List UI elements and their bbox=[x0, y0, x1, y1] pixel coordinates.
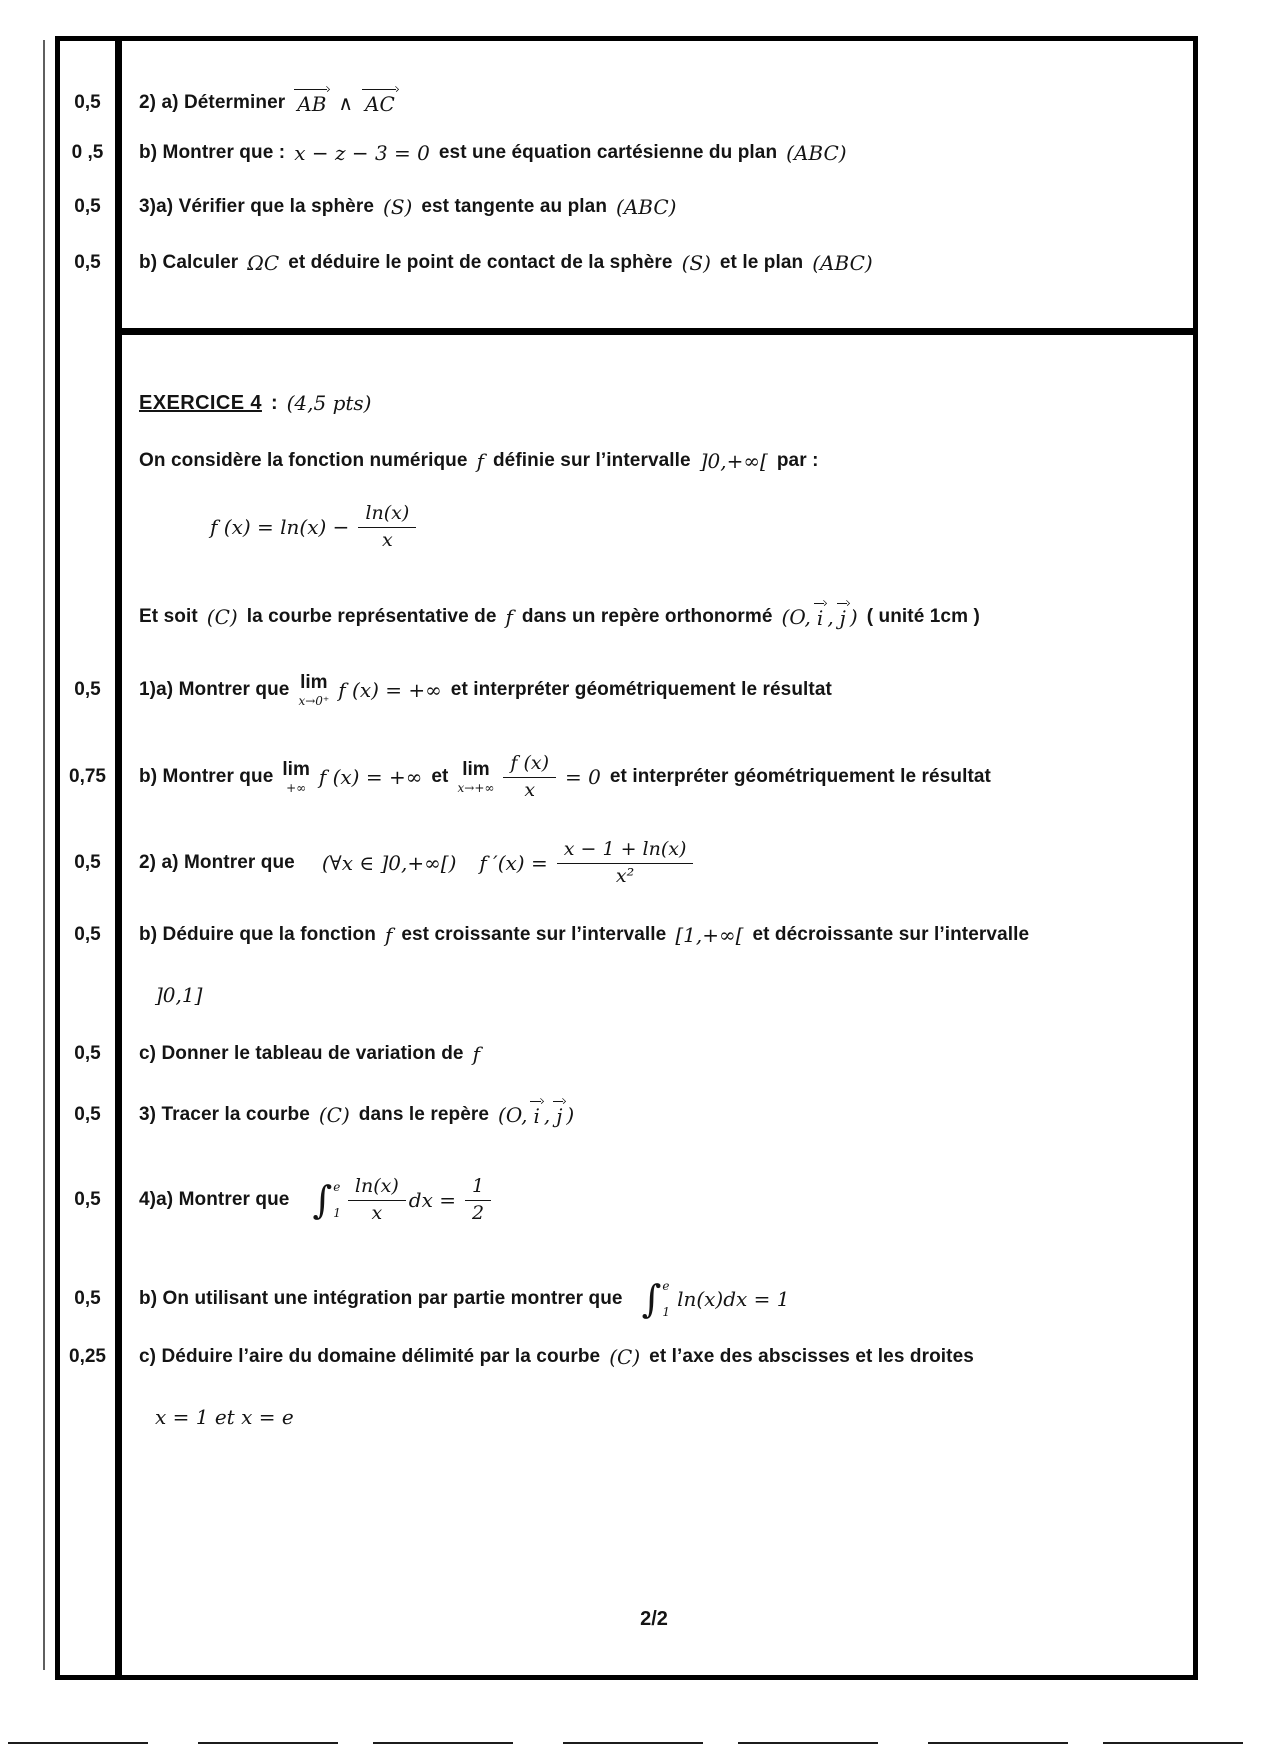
math-expr: (ABC) bbox=[616, 195, 677, 219]
vector-ab: AB bbox=[294, 89, 329, 116]
frame-close: ) bbox=[849, 604, 858, 629]
exercise4-title: EXERCICE 4 bbox=[139, 391, 262, 414]
question-content bbox=[139, 89, 398, 116]
scan-edge-artifact bbox=[43, 40, 45, 1670]
question-row-ex3-3a bbox=[60, 195, 1179, 219]
question-content bbox=[139, 1279, 790, 1319]
question-row-2a bbox=[60, 839, 1179, 888]
math-expr: f bbox=[476, 449, 484, 473]
fraction bbox=[557, 839, 694, 888]
question-row-ex3-2b bbox=[60, 141, 1179, 165]
curve-text: dans un repère orthonormé bbox=[521, 605, 773, 627]
question-row-4c-cont bbox=[60, 1405, 1179, 1429]
question-text: b) Montrer que bbox=[139, 766, 274, 788]
question-text: est une équation cartésienne du plan bbox=[438, 142, 778, 163]
question-text: 3)a) Vérifier que la sphère bbox=[139, 196, 375, 217]
section-divider bbox=[115, 328, 1193, 335]
question-text: et interpréter géométriquement le résultat bbox=[609, 766, 991, 788]
points-badge: 0,5 bbox=[74, 852, 101, 874]
math-expr: ]0,+∞[ bbox=[699, 449, 768, 473]
function-definition-formula bbox=[60, 503, 1179, 552]
question-content bbox=[139, 1176, 491, 1225]
fraction-numerator: f (x) bbox=[503, 753, 556, 778]
limit-subscript: +∞ bbox=[286, 781, 307, 796]
frame-open: (O, bbox=[781, 604, 811, 629]
integral-lower-bound: 1 bbox=[662, 1305, 671, 1319]
math-expr: (S) bbox=[681, 251, 711, 275]
math-expr: ]0,1] bbox=[155, 983, 203, 1007]
intro-text: par : bbox=[776, 450, 819, 471]
frame-comma: , bbox=[543, 1102, 551, 1127]
fraction-denominator: x bbox=[371, 1201, 383, 1224]
points-badge: 0,25 bbox=[69, 1346, 106, 1367]
exercise4-colon: : bbox=[270, 391, 278, 414]
intro-text: On considère la fonction numérique bbox=[139, 450, 468, 471]
points-badge: 0,5 bbox=[74, 679, 101, 700]
intro-content bbox=[139, 449, 819, 473]
frame-close: ) bbox=[566, 1102, 575, 1127]
question-text: 1)a) Montrer que bbox=[139, 679, 290, 700]
math-expr: (ABC) bbox=[812, 251, 873, 275]
question-text: 2) a) Déterminer bbox=[139, 91, 286, 113]
question-content bbox=[139, 753, 991, 802]
fraction-denominator: x bbox=[381, 528, 393, 551]
frame-comma: , bbox=[827, 604, 834, 629]
limit-word: lim bbox=[300, 672, 328, 693]
limit-expression bbox=[458, 760, 495, 794]
question-content bbox=[139, 141, 847, 165]
points-badge: 0,5 bbox=[74, 1103, 101, 1125]
points-badge: 0,5 bbox=[74, 252, 101, 273]
integral-bounds bbox=[333, 1180, 341, 1220]
fraction bbox=[358, 503, 416, 552]
points-badge: 0,5 bbox=[74, 1043, 101, 1064]
scan-bottom-artifact bbox=[8, 1742, 1268, 1744]
math-expr: (ABC) bbox=[786, 141, 847, 165]
question-content bbox=[155, 983, 202, 1007]
header-content bbox=[139, 391, 371, 415]
math-expr: f ′(x) = bbox=[479, 851, 548, 876]
math-expr: ln(x)dx = 1 bbox=[677, 1287, 790, 1311]
question-row-ex3-2a bbox=[60, 89, 1179, 116]
vector-ac: AC bbox=[362, 89, 398, 116]
question-content bbox=[139, 923, 1029, 947]
question-text: est tangente au plan bbox=[421, 196, 608, 217]
question-row-4b bbox=[60, 1279, 1179, 1319]
math-expr: [1,+∞[ bbox=[675, 923, 744, 947]
question-row-2b-cont bbox=[60, 983, 1179, 1007]
question-row-1b bbox=[60, 753, 1179, 802]
points-badge: 0,75 bbox=[69, 766, 106, 788]
intro-text: définie sur l’intervalle bbox=[492, 450, 691, 471]
points-badge: 0,5 bbox=[74, 924, 101, 945]
curve-content bbox=[139, 603, 980, 630]
limit-subscript: x→0⁺ bbox=[298, 694, 330, 708]
question-text: et déduire le point de contact de la sphère bbox=[288, 252, 673, 273]
question-row-3 bbox=[60, 1101, 1179, 1128]
question-row-4c bbox=[60, 1345, 1179, 1369]
question-text: est croissante sur l’intervalle bbox=[401, 924, 667, 945]
math-expr: f bbox=[384, 923, 393, 947]
page-frame bbox=[55, 36, 1198, 1680]
exercise4-header bbox=[60, 391, 1179, 415]
math-expr: f (x) = +∞ bbox=[338, 678, 442, 702]
frame-open: (O, bbox=[498, 1102, 528, 1127]
formula-lhs: f (x) = ln(x) − bbox=[210, 515, 350, 540]
fraction-denominator: x bbox=[524, 778, 536, 801]
fraction-denominator: x² bbox=[615, 864, 635, 887]
points-badge: 0,5 bbox=[74, 196, 101, 217]
points-badge: 0,5 bbox=[74, 1189, 101, 1211]
math-expr: f bbox=[505, 604, 513, 629]
formula-content bbox=[210, 503, 416, 552]
fraction-numerator: x − 1 + ln(x) bbox=[557, 839, 694, 864]
vector-j: j bbox=[553, 1101, 565, 1128]
fraction-numerator: 1 bbox=[465, 1176, 491, 1201]
question-text: b) On utilisant une intégration par partie montrer que bbox=[139, 1288, 623, 1309]
limit-subscript: x→+∞ bbox=[457, 781, 495, 796]
question-text: et l’axe des abscisses et les droites bbox=[649, 1346, 974, 1367]
integral-sign: ∫ bbox=[312, 1178, 333, 1223]
question-content bbox=[139, 1345, 974, 1369]
page-number: 2/2 bbox=[640, 1608, 668, 1630]
math-expr: x − z − 3 = 0 bbox=[294, 141, 430, 165]
fraction-numerator: ln(x) bbox=[348, 1176, 406, 1201]
fraction bbox=[348, 1176, 406, 1225]
curve-text: Et soit bbox=[139, 605, 198, 627]
limit-expression bbox=[298, 673, 329, 707]
question-text: b) Déduire que la fonction bbox=[139, 924, 376, 945]
fraction bbox=[465, 1176, 491, 1225]
integral-lower-bound: 1 bbox=[333, 1206, 341, 1221]
fraction-denominator: 2 bbox=[471, 1201, 485, 1224]
question-text: et interpréter géométriquement le résultat bbox=[450, 679, 832, 700]
math-expr: x = 1 et x = e bbox=[155, 1405, 294, 1429]
question-row-1a bbox=[60, 673, 1179, 707]
question-content bbox=[139, 839, 693, 888]
fraction-numerator: ln(x) bbox=[358, 503, 416, 528]
curve-text: ( unité 1cm ) bbox=[866, 605, 980, 627]
question-text: b) Montrer que : bbox=[139, 142, 286, 163]
math-expr: (C) bbox=[609, 1345, 641, 1369]
limit-expression bbox=[282, 760, 309, 794]
integral-sign: ∫ bbox=[641, 1277, 662, 1321]
question-row-ex3-3b bbox=[60, 251, 1179, 275]
points-badge: 0 ,5 bbox=[71, 142, 104, 163]
math-expr: f bbox=[472, 1042, 480, 1066]
question-content bbox=[139, 1101, 574, 1128]
question-text: et le plan bbox=[719, 252, 804, 273]
question-content bbox=[155, 1405, 294, 1429]
question-content bbox=[139, 1042, 480, 1066]
question-content bbox=[139, 195, 676, 219]
exercise4-points: (4,5 pts) bbox=[286, 391, 372, 415]
math-expr: (S) bbox=[383, 195, 413, 219]
question-content bbox=[139, 251, 873, 275]
vector-i: i bbox=[530, 1101, 542, 1128]
question-text: 3) Tracer la courbe bbox=[139, 1103, 310, 1125]
intro-line bbox=[60, 449, 1179, 473]
question-text: 4)a) Montrer que bbox=[139, 1189, 290, 1211]
question-text: 2) a) Montrer que bbox=[139, 852, 295, 874]
vector-j: j bbox=[837, 603, 849, 630]
question-text: b) Calculer bbox=[139, 252, 239, 273]
math-expr: f (x) = +∞ bbox=[318, 765, 423, 790]
question-row-2c bbox=[60, 1042, 1179, 1066]
math-expr: (C) bbox=[206, 604, 238, 629]
question-text: c) Déduire l’aire du domaine délimité par la courbe bbox=[139, 1346, 601, 1367]
integral bbox=[312, 1178, 341, 1223]
question-row-4a bbox=[60, 1176, 1179, 1225]
integral-upper-bound: e bbox=[333, 1180, 341, 1195]
integral-bounds bbox=[662, 1279, 670, 1319]
points-badge: 0,5 bbox=[74, 1288, 101, 1309]
wedge-operator: ∧ bbox=[338, 90, 354, 115]
question-text: c) Donner le tableau de variation de bbox=[139, 1043, 464, 1064]
question-content bbox=[139, 673, 832, 707]
integral bbox=[642, 1279, 670, 1319]
math-expr: ΩC bbox=[247, 251, 280, 275]
integral-upper-bound: e bbox=[662, 1279, 670, 1293]
question-text: et décroissante sur l’intervalle bbox=[752, 924, 1030, 945]
question-text: dans le repère bbox=[358, 1103, 490, 1125]
math-expr: = 0 bbox=[565, 765, 601, 790]
curve-definition-line bbox=[60, 603, 1179, 630]
math-expr: (∀x ∈ ]0,+∞[) bbox=[321, 851, 457, 876]
limit-word: lim bbox=[462, 759, 490, 781]
curve-text: la courbe représentative de bbox=[246, 605, 497, 627]
vector-i: i bbox=[814, 603, 826, 630]
question-text: et bbox=[431, 766, 449, 788]
math-expr: (C) bbox=[318, 1102, 350, 1127]
question-row-2b bbox=[60, 923, 1179, 947]
math-expr: dx = bbox=[408, 1188, 456, 1213]
points-badge: 0,5 bbox=[74, 91, 101, 113]
fraction bbox=[503, 753, 556, 802]
limit-word: lim bbox=[282, 759, 310, 781]
